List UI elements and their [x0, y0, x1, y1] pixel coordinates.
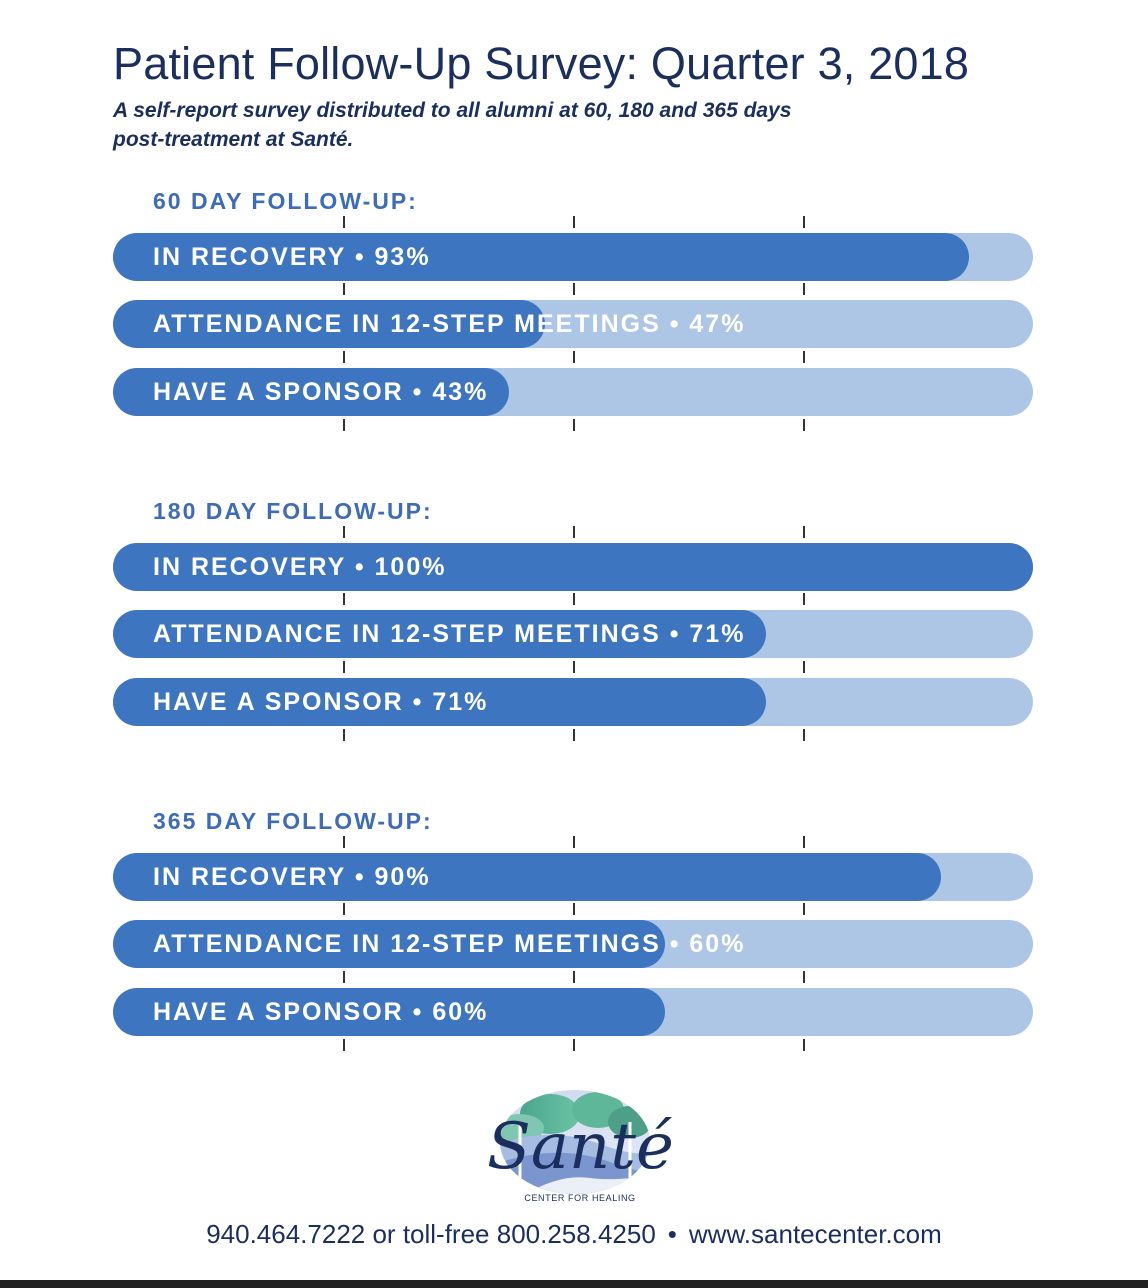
tick-mark — [343, 661, 345, 673]
tick-mark — [343, 351, 345, 363]
tick-mark — [803, 729, 805, 741]
tick-mark — [803, 836, 805, 848]
bar-label: IN RECOVERY • 100% — [153, 553, 447, 581]
tick-mark — [573, 661, 575, 673]
bar-track — [113, 610, 1033, 658]
bar-label: ATTENDANCE IN 12-STEP MEETINGS • 60% — [153, 930, 746, 958]
bar-label: HAVE A SPONSOR • 43% — [153, 378, 489, 406]
bar-label: HAVE A SPONSOR • 71% — [153, 688, 489, 716]
bar-label: HAVE A SPONSOR • 60% — [153, 998, 489, 1026]
bottom-rule — [0, 1280, 1148, 1288]
bar-track — [113, 988, 1033, 1036]
tick-mark — [573, 419, 575, 431]
tick-mark — [803, 351, 805, 363]
tick-mark — [343, 836, 345, 848]
bar-track — [113, 543, 1033, 591]
bar-label: IN RECOVERY • 90% — [153, 863, 431, 891]
tick-mark — [343, 593, 345, 605]
tick-mark — [343, 903, 345, 915]
tick-mark — [803, 661, 805, 673]
tick-mark — [573, 729, 575, 741]
tick-mark — [803, 971, 805, 983]
tick-mark — [803, 1039, 805, 1051]
bar-label: IN RECOVERY • 93% — [153, 243, 431, 271]
tick-mark — [803, 216, 805, 228]
tick-mark — [573, 971, 575, 983]
footer-website-link[interactable]: www.santecenter.com — [688, 1219, 942, 1249]
bar-track — [113, 300, 1033, 348]
tick-mark — [803, 526, 805, 538]
bar-track — [113, 368, 1033, 416]
subtitle-line-1: A self-report survey distributed to all alumni at 60, 180 and 365 days — [113, 99, 792, 122]
tick-mark — [343, 216, 345, 228]
logo-tagline: CENTER FOR HEALING — [524, 1193, 636, 1203]
tick-mark — [343, 283, 345, 295]
footer-contact — [0, 1219, 1148, 1250]
tick-mark — [803, 593, 805, 605]
tick-mark — [343, 971, 345, 983]
tick-mark — [803, 419, 805, 431]
bar-track — [113, 678, 1033, 726]
tick-mark — [573, 593, 575, 605]
tick-mark — [343, 729, 345, 741]
section-heading-60-day-follow-up: 60 DAY FOLLOW-UP: — [153, 188, 418, 214]
logo-wordmark: Santé — [487, 1110, 674, 1184]
tick-mark — [343, 1039, 345, 1051]
tick-mark — [803, 903, 805, 915]
tick-mark — [573, 526, 575, 538]
tick-mark — [573, 216, 575, 228]
tick-mark — [573, 283, 575, 295]
bar-track — [113, 233, 1033, 281]
tick-mark — [573, 1039, 575, 1051]
bar-track — [113, 853, 1033, 901]
subtitle-line-2: post-treatment at Santé. — [113, 128, 354, 151]
footer-separator: • — [667, 1219, 677, 1249]
tick-mark — [343, 526, 345, 538]
bar-label: ATTENDANCE IN 12-STEP MEETINGS • 47% — [153, 310, 746, 338]
tick-mark — [573, 351, 575, 363]
bar-track — [113, 920, 1033, 968]
tick-mark — [573, 903, 575, 915]
page-subtitle — [113, 96, 933, 154]
tick-mark — [343, 419, 345, 431]
section-heading-180-day-follow-up: 180 DAY FOLLOW-UP: — [153, 498, 433, 524]
page-title: Patient Follow-Up Survey: Quarter 3, 2018 — [113, 38, 970, 89]
section-heading-365-day-follow-up: 365 DAY FOLLOW-UP: — [153, 808, 433, 834]
tick-mark — [573, 836, 575, 848]
footer-phone: 940.464.7222 or toll-free 800.258.4250 — [206, 1219, 656, 1249]
tick-mark — [803, 283, 805, 295]
bar-label: ATTENDANCE IN 12-STEP MEETINGS • 71% — [153, 620, 746, 648]
